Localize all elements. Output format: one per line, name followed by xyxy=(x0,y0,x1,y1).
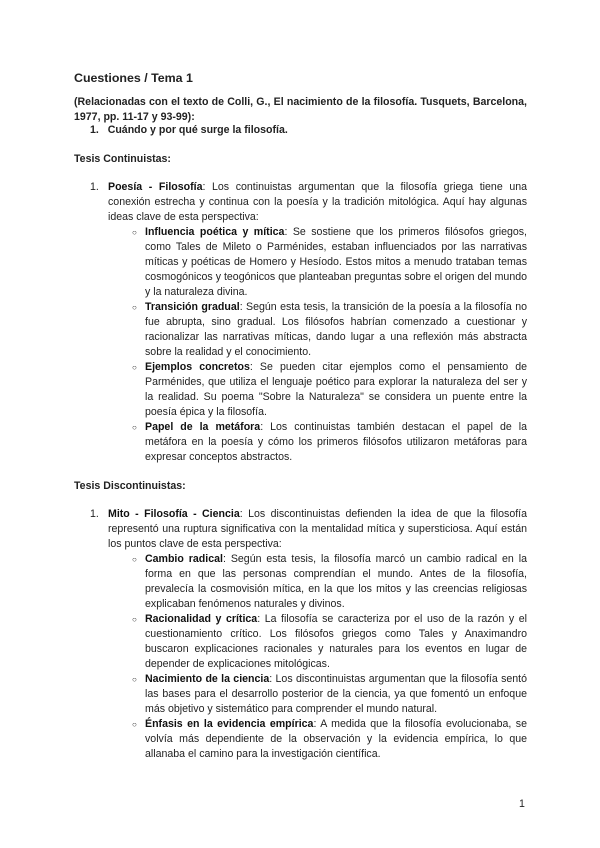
question xyxy=(90,123,288,138)
point-term: Papel de la metáfora xyxy=(145,421,261,433)
point-term: Ejemplos concretos xyxy=(145,361,250,373)
point-term: Nacimiento de la ciencia xyxy=(145,673,270,685)
question-number: 1. xyxy=(90,124,99,136)
point-term: Transición gradual xyxy=(145,301,240,313)
list-item xyxy=(132,420,527,465)
point-term: Énfasis en la evidencia empírica xyxy=(145,718,314,730)
point-text: : Se pueden citar ejemplos como el pensamiento de Parménides, que utiliza el lenguaje poético para explorar la naturaleza del ser y la realidad. Su poema "Sobre la Naturaleza" se considera un puente entre la poesía épica y la filosofía. xyxy=(145,361,527,418)
section-heading-continuistas: Tesis Continuistas: xyxy=(74,153,171,165)
list-item xyxy=(132,360,527,420)
list-number: 1. xyxy=(90,508,99,520)
reference-text: (Relacionadas con el texto de Colli, G., El nacimiento de la filosofía. Tusquets, Barcelona, 1977, pp. 11-17 y 93-99): xyxy=(74,96,527,123)
section-heading-discontinuistas: Tesis Discontinuistas: xyxy=(74,480,186,492)
item-term: Poesía - Filosofía xyxy=(108,181,203,193)
list-item xyxy=(132,717,527,762)
bullet-icon: ○ xyxy=(132,363,137,372)
point-text: : Según esta tesis, la filosofía marcó un cambio radical en la forma en que las personas comprendían el mundo. Antes de la filosofía, prevalecía la cosmovisión mítica, en la que los mitos y las creencias religiosas explicaban fenómenos naturales y divinos. xyxy=(145,553,527,610)
list-item xyxy=(132,552,527,612)
point-text: : Se sostiene que los primeros filósofos griegos, como Tales de Mileto o Parménides, estaban influenciados por las narrativas míticas y poéticas de Homero y Hesíodo. Estos mitos a menudo trataban temas cosmogónicos y teogónicos que planteaban preguntas sobre el origen del mundo y la naturaleza divina. xyxy=(145,226,528,298)
list-item xyxy=(132,672,528,717)
list-item xyxy=(132,225,528,300)
point-text: : A medida que la filosofía evolucionaba, se volvía más dependiente de la observación y la evidencia empírica, lo que allanaba el camino para la investigación científica. xyxy=(145,718,527,760)
bullet-icon: ○ xyxy=(132,303,137,312)
page-title: Cuestiones / Tema 1 xyxy=(74,71,193,85)
page-number: 1 xyxy=(519,798,525,810)
point-text: : Los continuistas también destacan el papel de la metáfora en la poesía y cómo los primeros filósofos utilizaron metáforas para expresar conceptos abstractos. xyxy=(145,421,527,463)
list-item xyxy=(132,612,527,672)
item-term: Mito - Filosofía - Ciencia xyxy=(108,508,240,520)
point-text: : Los discontinuistas argumentan que la filosofía sentó las bases para el desarrollo posterior de la ciencia, ya que fomentó un enfoque más objetivo y sistemático para comprender el mundo natural. xyxy=(145,673,528,715)
bullet-icon: ○ xyxy=(132,555,137,564)
point-term: Influencia poética y mítica xyxy=(145,226,285,238)
list-item xyxy=(132,300,527,360)
question-text: Cuándo y por qué surge la filosofía. xyxy=(107,124,288,136)
item-text: : Los continuistas argumentan que la filosofía griega tiene una conexión estrecha y continua con la poesía y la tradición mitológica. Aquí hay algunas ideas clave de esta perspectiva: xyxy=(108,181,527,223)
point-term: Racionalidad y crítica xyxy=(145,613,258,625)
bullet-icon: ○ xyxy=(132,228,137,237)
bullet-icon: ○ xyxy=(132,675,137,684)
bullet-icon: ○ xyxy=(132,615,137,624)
list-item-discontinuistas xyxy=(90,507,527,762)
point-text: : La filosofía se caracteriza por el uso de la razón y el cuestionamiento crítico. Los filósofos griegos como Tales y Anaximandro buscaron explicaciones racionales y naturales para los eventos en lugar de depender de explicaciones mitológicas. xyxy=(145,613,527,670)
list-number: 1. xyxy=(90,181,99,193)
bullet-icon: ○ xyxy=(132,720,137,729)
point-term: Cambio radical xyxy=(145,553,223,565)
point-text: : Según esta tesis, la transición de la poesía a la filosofía no fue abrupta, sino gradual. Los filósofos habrían comenzado a cuestionar y racionalizar las narrativas míticas, dando lugar a una reflexión más abstracta sobre la realidad y el conocimiento. xyxy=(145,301,527,358)
list-item-continuistas xyxy=(90,180,527,465)
item-text: : Los discontinuistas defienden la idea de que la filosofía representó una ruptura significativa con la mentalidad mítica y supersticiosa. Aquí están los puntos clave de esta perspectiva: xyxy=(108,508,527,550)
bullet-icon: ○ xyxy=(132,423,137,432)
